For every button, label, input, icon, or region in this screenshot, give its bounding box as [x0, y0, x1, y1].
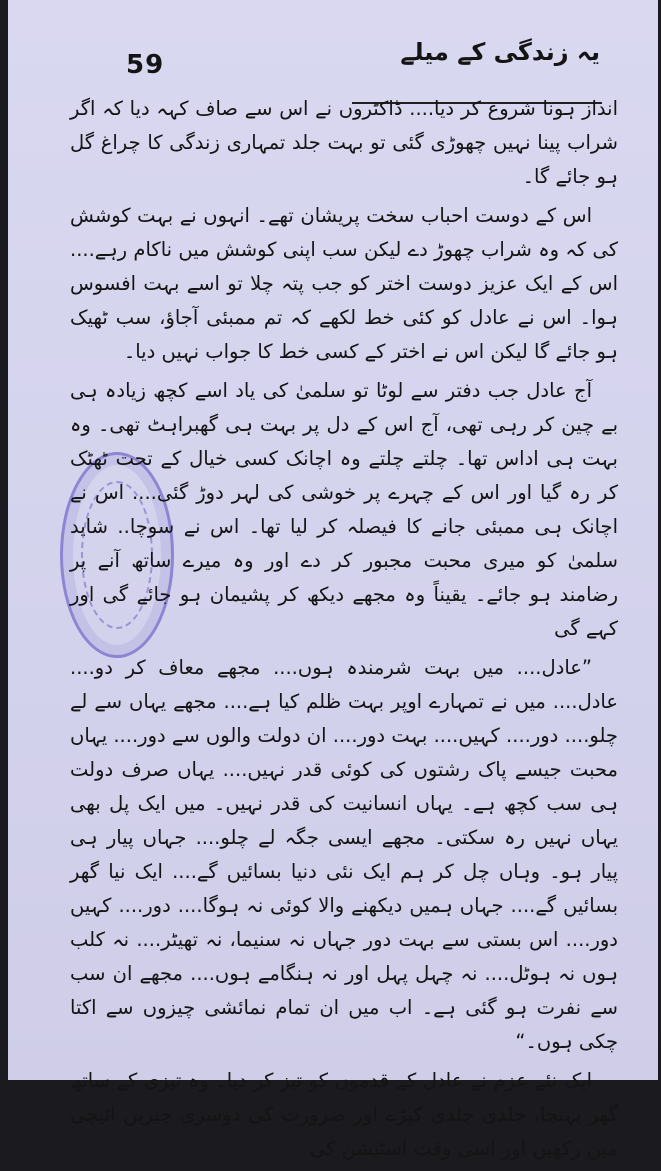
- paragraph: ایک نئے عزم نے عادل کے قدموں کو تیز کر دیا۔ وہ تیزی کے ساتھ گھر پہنچا، جلدی جلدی کپڑے اور ضرورت کی دوسری چیزیں اٹیچی میں رکھیں اور اسی وقت اسٹیشن کی: [70, 1069, 618, 1160]
- body-text: [70, 92, 618, 1171]
- paragraph: ”عادل.... میں بہت شرمندہ ہوں.... مجھے معاف کر دو.... عادل.... میں نے تمہارے اوپر بہت ظلم کیا ہے.... مجھے یہاں سے لے چلو.... دور.... کہیں.... بہت دور.... ان دولت والوں سے دور.... یہاں محبت جیسے پاک رشتوں کی کوئی قدر نہیں.... یہاں صرف دولت ہی سب کچھ ہے۔ یہاں انسانیت کی قدر نہیں۔ میں ایک پل بھی یہاں نہیں رہ سکتی۔ مجھے ایسی جگہ لے چلو.... جہاں پیار ہی پیار ہو۔ وہاں چل کر ہم ایک نئی دنیا بسائیں گے.... ایک نیا گھر بسائیں گے.... جہاں ہمیں دیکھنے والا کوئی نہ ہوگا.... دور.... کہیں دور.... اس بستی سے بہت دور جہاں نہ سنیما، نہ تھیٹر.... نہ کلب ہوں نہ ہوٹل.... نہ چہل پہل اور نہ ہنگامے ہوں.... مجھے ان سب سے نفرت ہو گئی ہے۔ اب میں ان تمام نمائشی چیزوں سے اکتا چکی ہوں۔“: [70, 656, 618, 1053]
- page-number: 59: [126, 50, 165, 80]
- running-head: یہ زندگی کے میلے: [400, 38, 600, 66]
- book-page: [8, 0, 658, 1160]
- paragraph: اس کے دوست احباب سخت پریشان تھے۔ انہوں نے بہت کوشش کی کہ وہ شراب چھوڑ دے لیکن سب اپنی کوشش میں ناکام رہے.... اس کے ایک عزیز دوست اختر کو جب پتہ چلا تو اسے بہت افسوس ہوا۔ اس نے عادل کو کئی خط لکھے کہ تم ممبئی آجاؤ، سب ٹھیک ہو جائے گا لیکن اس نے اختر کے کسی خط کا جواب نہیں دیا۔: [70, 204, 618, 363]
- paragraph: انداز ہونا شروع کر دیا.... ڈاکٹروں نے اس سے صاف کہہ دیا کہ اگر شراب پینا نہیں چھوڑی گئی تو بہت جلد تمہاری زندگی کا چراغ گل ہو جائے گا۔: [70, 97, 618, 188]
- page-header: [8, 28, 658, 88]
- paragraph: آج عادل جب دفتر سے لوٹا تو سلمیٰ کی یاد اسے کچھ زیادہ ہی بے چین کر رہی تھی، آج اس کے دل پر بہت ہی گھبراہٹ تھی۔ وہ بہت ہی اداس تھا۔ چلتے چلتے وہ اچانک کسی خیال کے تحت ٹھٹک کر رہ گیا اور اس کے چہرے پر خوشی کی لہر دوڑ گئی.... اس نے اچانک ہی ممبئی جانے کا فیصلہ کر لیا تھا۔ اس نے سوچا.. شاید سلمیٰ کو میری محبت مجبور کر دے اور وہ میرے ساتھ آنے پر رضامند ہو جائے۔ یقیناً وہ مجھے دیکھ کر پشیمان ہو جائے گی اور کہے گی: [70, 379, 618, 640]
